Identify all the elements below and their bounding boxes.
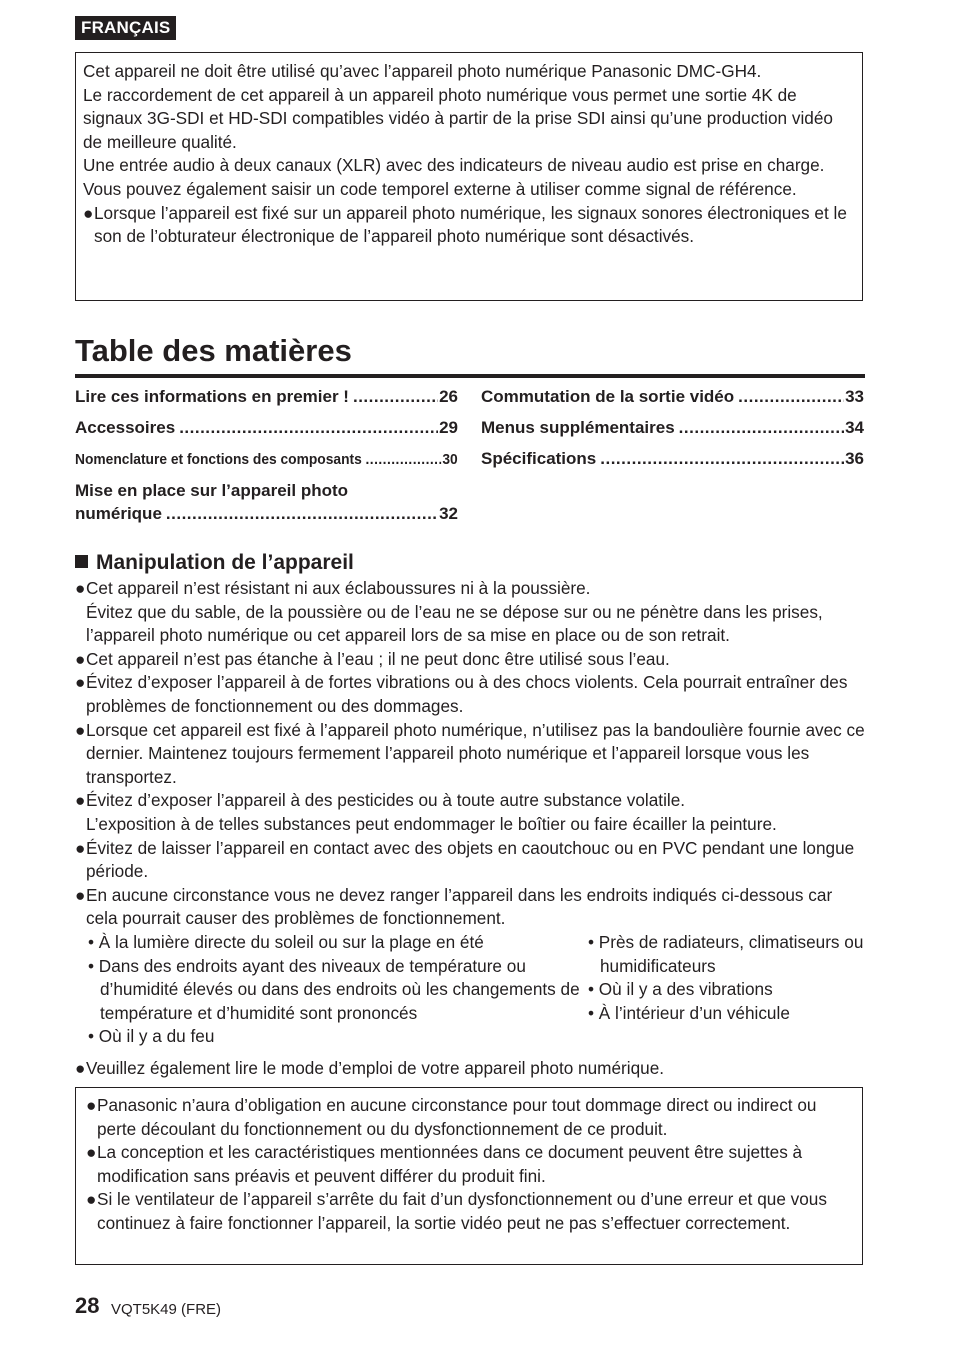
- list-item-continuation: Évitez que du sable, de la poussière ou de l’eau ne se dépose sur ou ne pénètre dans les prises, l’appareil photo numérique ou cet appareil lors de sa mise en place ou de son retrait.: [86, 601, 823, 646]
- toc-page: 36: [845, 449, 864, 468]
- language-tag: FRANÇAIS: [75, 16, 176, 40]
- list-item: ●Veuillez également lire le mode d’emploi de votre appareil photo numérique.: [75, 1057, 867, 1081]
- bullet-icon: ●: [86, 1189, 97, 1210]
- intro-paragraph: Une entrée audio à deux canaux (XLR) avec des indicateurs de niveau audio est prise en charge.: [83, 155, 825, 176]
- intro-box: [75, 52, 863, 301]
- intro-bullet: ●Lorsque l’appareil est fixé sur un appareil photo numérique, les signaux sonores électroniques et le son de l’obturateur électronique de l’appareil photo numérique sont désactivés.: [83, 202, 847, 247]
- toc-page: 33: [845, 387, 864, 406]
- toc-title: Table des matières: [75, 333, 352, 368]
- list-item: ●En aucune circonstance vous ne devez ranger l’appareil dans les endroits indiqués ci-dessous car cela pourrait causer des problèmes de fonctionnement.: [75, 884, 833, 929]
- bullet-icon: ●: [75, 578, 86, 598]
- page-number: 28: [75, 1293, 100, 1318]
- bullet-icon: ●: [75, 1057, 86, 1078]
- bullet-icon: ●: [86, 1142, 97, 1163]
- toc-entry[interactable]: Commutation de la sortie vidéo ..... 33: [481, 385, 864, 408]
- bullet-icon: ●: [86, 1095, 97, 1115]
- place-item: • Dans des endroits ayant des niveaux de température ou d’humidité élevés ou dans des endroits où les changements de température et d’humidité sont prononcés: [88, 955, 580, 1023]
- bullet-icon: ●: [75, 719, 86, 740]
- square-bullet-icon: [75, 555, 88, 568]
- place-item: • Où il y a du feu: [88, 1026, 215, 1047]
- list-item: ●Lorsque cet appareil est fixé à l’appareil photo numérique, n’utilisez pas la bandoulière fournie avec ce dernier. Maintenez toujours fermement l’appareil photo numérique et l’appareil lorsque vous les transportez.: [75, 719, 865, 787]
- bullet-icon: ●: [75, 672, 86, 693]
- place-item: • Où il y a des vibrations: [588, 979, 773, 1000]
- toc-entry-line1[interactable]: Mise en place sur l’appareil photo: [75, 481, 349, 500]
- place-item: • Près de radiateurs, climatiseurs ou humidificateurs: [588, 931, 864, 976]
- toc-entry[interactable]: Spécifications ..... 36: [481, 447, 864, 470]
- handling-section: [75, 577, 867, 1080]
- toc-page: 26: [439, 387, 458, 406]
- bullet-icon: ●: [75, 648, 86, 669]
- toc-page: 32: [439, 504, 458, 523]
- list-item: ●Cet appareil n’est résistant ni aux éclaboussures ni à la poussière.: [75, 577, 867, 601]
- intro-paragraph: Cet appareil ne doit être utilisé qu’avec l’appareil photo numérique Panasonic DMC-GH4.: [83, 61, 762, 81]
- toc-entry[interactable]: numérique ..... 32: [75, 502, 458, 525]
- bullet-icon: ●: [75, 884, 86, 905]
- list-item: ●Cet appareil n’est pas étanche à l’eau ; il ne peut donc être utilisé sous l’eau.: [75, 648, 867, 672]
- list-item: ●Évitez d’exposer l’appareil à des pesticides ou à toute autre substance volatile.: [75, 789, 867, 813]
- intro-paragraph: Vous pouvez également saisir un code temporel externe à utiliser comme signal de référence.: [83, 178, 797, 199]
- toc-page: 29: [439, 418, 458, 437]
- bullet-icon: ●: [75, 790, 86, 811]
- list-item: ●Évitez d’exposer l’appareil à de fortes vibrations ou à des chocs violents. Cela pourrait entraîner des problèmes de fonctionnement ou des dommages.: [75, 672, 848, 716]
- bullet-icon: ●: [75, 837, 86, 858]
- list-item: ●Évitez de laisser l’appareil en contact avec des objets en caoutchouc ou en PVC pendant une longue période.: [75, 837, 855, 882]
- bullet-icon: ●: [83, 202, 94, 223]
- place-item: • À la lumière directe du soleil ou sur la plage en été: [88, 931, 484, 952]
- place-item: • À l’intérieur d’un véhicule: [588, 1002, 790, 1023]
- list-item-continuation: L’exposition à de telles substances peut endommager le boîtier ou faire écailler la peinture.: [86, 813, 777, 834]
- note-item: ●Panasonic n’aura d’obligation en aucune circonstance pour tout dommage direct ou indirect ou perte découlant du fonctionnement ou du dysfonctionnement de ce produit.: [86, 1095, 817, 1139]
- note-item: ●La conception et les caractéristiques mentionnées dans ce document peuvent être sujettes à modification sans préavis et peuvent différer du produit fini.: [86, 1142, 803, 1186]
- section-heading: Manipulation de l’appareil: [75, 550, 354, 576]
- toc-divider: [75, 374, 865, 378]
- storage-places: [75, 931, 867, 1049]
- toc-page: 34: [845, 418, 864, 437]
- toc-entry[interactable]: Accessoires ..... 29: [75, 416, 458, 439]
- document-code: VQT5K49 (FRE): [111, 1301, 222, 1318]
- toc-entry[interactable]: Lire ces informations en premier ! ..... 26: [75, 385, 458, 408]
- intro-paragraph: Le raccordement de cet appareil à un appareil photo numérique vous permet une sortie 4K de signaux 3G-SDI et HD-SDI compatibles vidéo à partir de la prise SDI ainsi qu’une production vidéo de meilleure qualité.: [83, 84, 833, 152]
- note-item: ●Si le ventilateur de l’appareil s’arrête du fait d’un dysfonctionnement ou d’une erreur et que vous continuez à faire fonctionner l’appareil, la sortie vidéo peut ne pas s’effectuer correctement.: [86, 1189, 827, 1233]
- notes-box: [75, 1087, 863, 1265]
- toc-entry[interactable]: Nomenclature et fonctions des composants ..... 30: [75, 448, 458, 471]
- toc-entry[interactable]: Menus supplémentaires ..... 34: [481, 416, 864, 439]
- toc-page: 30: [442, 451, 458, 468]
